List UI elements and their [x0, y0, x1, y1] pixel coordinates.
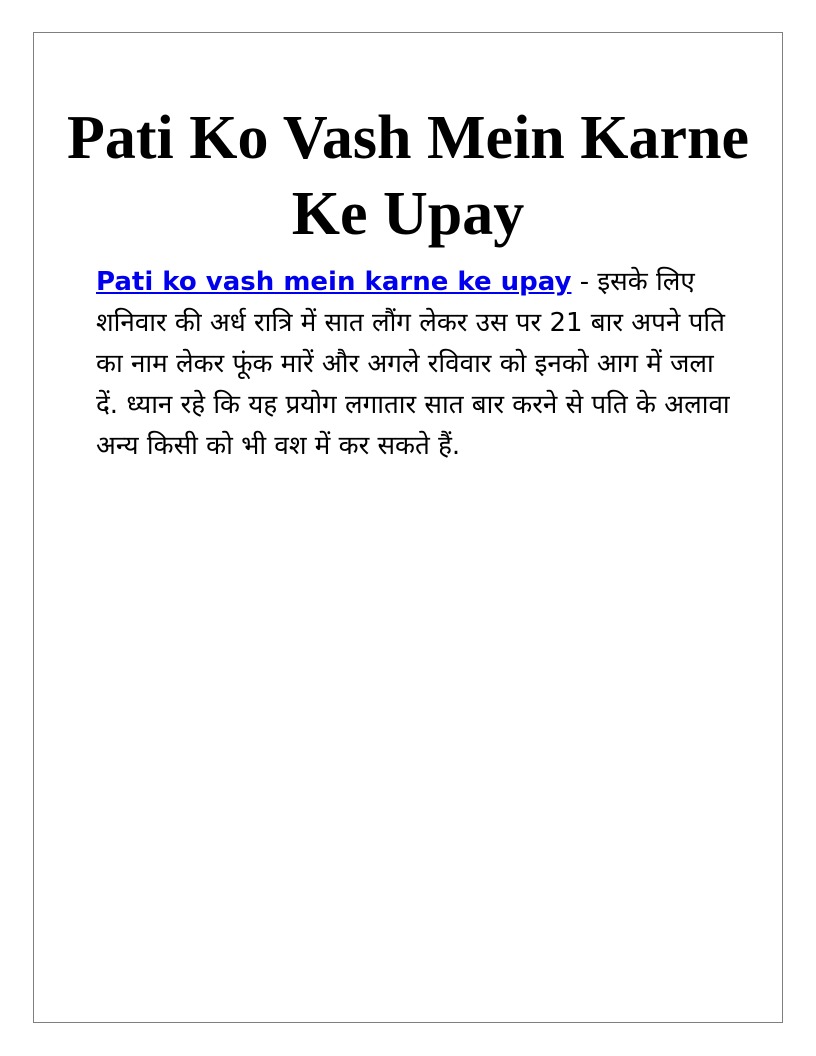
page-title: Pati Ko Vash Mein Karne Ke Upay: [66, 104, 750, 248]
article-link[interactable]: Pati ko vash mein karne ke upay: [96, 267, 572, 297]
body-paragraph: [96, 262, 736, 467]
paragraph-text: इसके लिए शनिवार की अर्ध रात्रि में सात लौंग लेकर उस पर 21 बार अपने पति का नाम लेकर फूंक मारें और अगले रविवार को इनको आग में जला दें. ध्यान रहे कि यह प्रयोग लगातार सात बार करने से पति के अलावा अन्य किसी को भी वश में कर सकते हैं.: [96, 267, 730, 461]
separator-text: -: [571, 267, 598, 297]
